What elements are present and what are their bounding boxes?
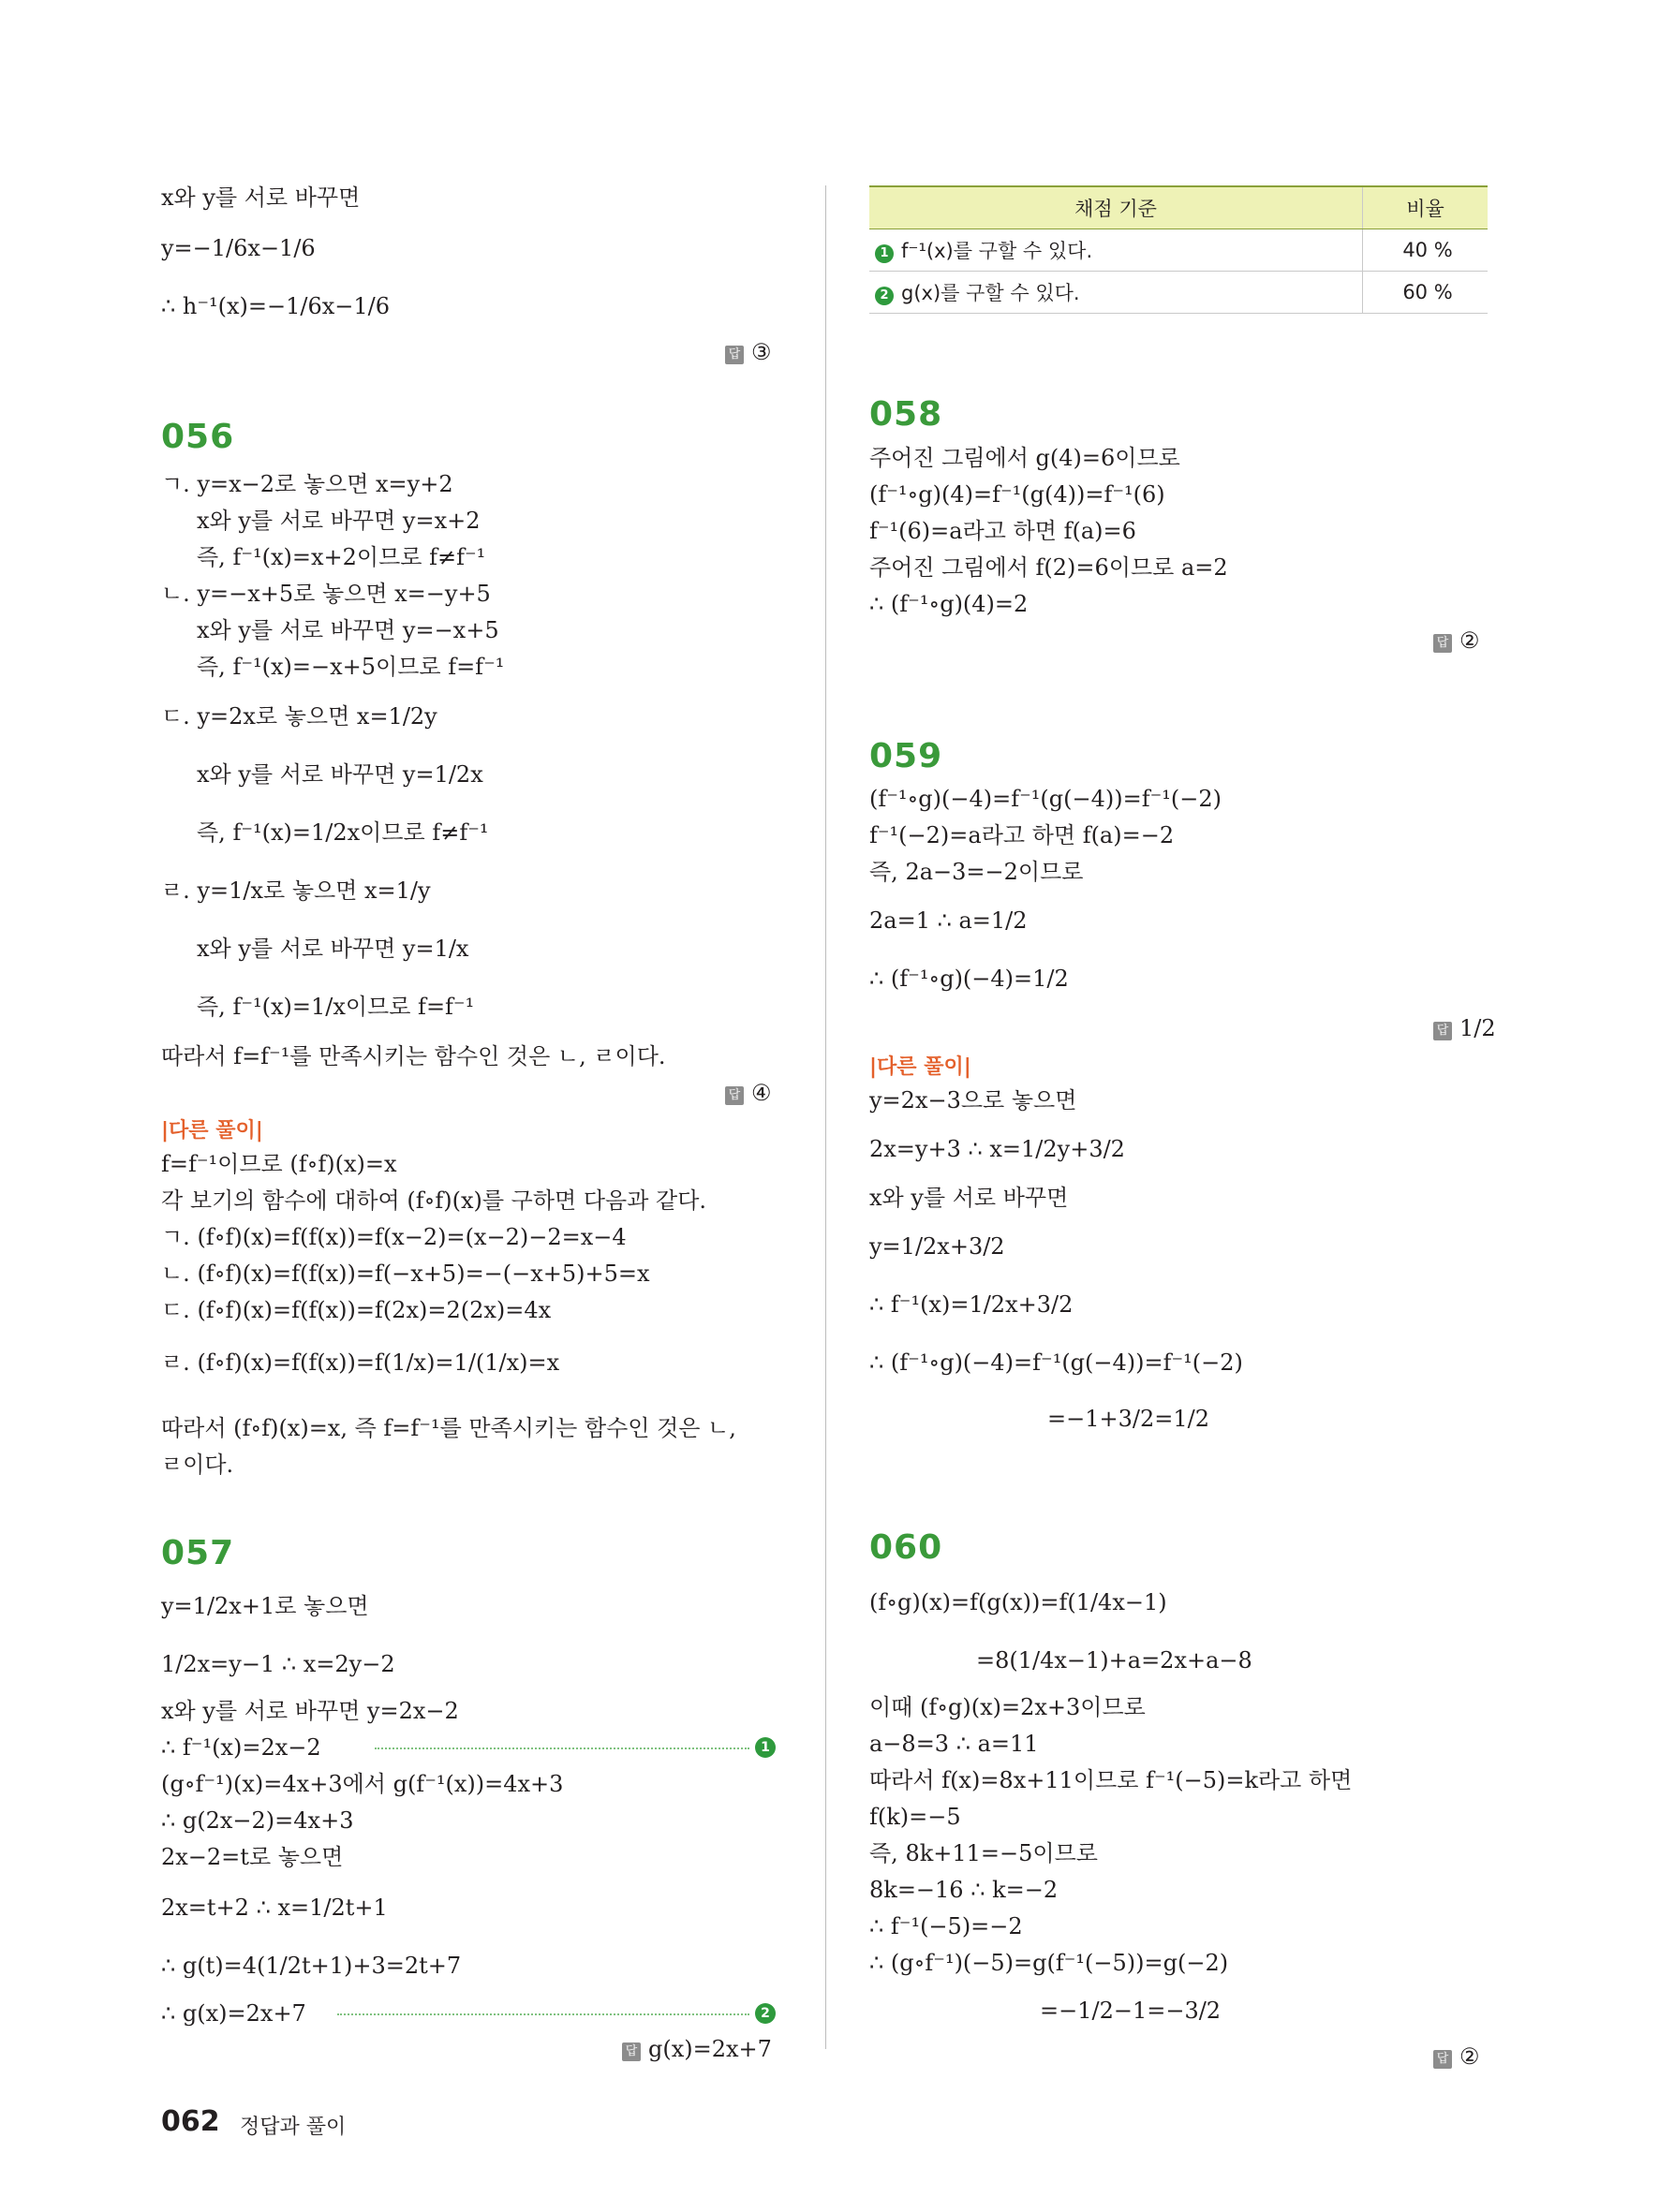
column-divider [825,185,826,2049]
text-line: ㄴ. (f∘f)(x)=f(f(x))=f(−x+5)=−(−x+5)+5=x [161,1261,650,1287]
text-line: 즉, f⁻¹(x)=1/2x이므로 f≠f⁻¹ [197,819,489,846]
text-line: 따라서 f(x)=8x+11이므로 f⁻¹(−5)=k라고 하면 [869,1767,1353,1793]
criteria-text: g(x)를 구할 수 있다. [901,282,1080,304]
text-line: x와 y를 서로 바꾸면 [161,184,361,211]
table-header: 비율 [1363,186,1489,229]
text-line: ∴ (f⁻¹∘g)(−4)=1/2 [869,966,1069,992]
answer-060 [1433,2043,1480,2070]
text-line: 2a=1 ∴ a=1/2 [869,907,1028,934]
problem-number: 056 [161,418,235,456]
step-marker-1: 1 [875,244,894,263]
criteria-percent: 40 % [1363,229,1489,272]
text-line: 2x=t+2 ∴ x=1/2t+1 [161,1895,388,1921]
text-line: x와 y를 서로 바꾸면 y=1/x [197,936,469,962]
text-line: ㄷ. y=2x로 놓으면 x=1/2y [161,703,437,730]
text-line: y=−1/6x−1/6 [161,235,316,261]
text-line: ㄴ. y=−x+5로 놓으면 x=−y+5 [161,581,491,607]
answer-057 [622,2036,772,2062]
grading-criteria-table [869,185,1488,314]
problem-number: 058 [869,395,943,434]
text-line: x와 y를 서로 바꾸면 [869,1185,1069,1211]
text-line: ∴ (f⁻¹∘g)(4)=2 [869,591,1029,617]
text-line: f⁻¹(6)=a라고 하면 f(a)=6 [869,518,1136,544]
text-line: 이때 (f∘g)(x)=2x+3이므로 [869,1694,1146,1720]
text-line: 즉, 8k+11=−5이므로 [869,1840,1098,1866]
text-line: ∴ h⁻¹(x)=−1/6x−1/6 [161,293,391,319]
answer-055 [725,339,772,365]
text-line: =−1/2−1=−3/2 [1040,1998,1222,2024]
text-line: 2x−2=t로 놓으면 [161,1844,344,1870]
problem-number: 060 [869,1528,943,1567]
text-line: (f⁻¹∘g)(4)=f⁻¹(g(4))=f⁻¹(6) [869,481,1165,508]
text-line: ∴ f⁻¹(x)=2x−2 [161,1734,321,1761]
step-marker-2: 2 [755,2003,776,2024]
text-line: 2x=y+3 ∴ x=1/2y+3/2 [869,1136,1125,1162]
answer-value: ② [1459,2043,1480,2070]
text-line: f=f⁻¹이므로 (f∘f)(x)=x [161,1151,397,1177]
text-line: ㄹ이다. [161,1452,234,1478]
answer-value: g(x)=2x+7 [648,2036,772,2062]
text-line: y=1/2x+1로 놓으면 [161,1593,369,1619]
table-header: 채점 기준 [869,186,1363,229]
text-line: (f∘g)(x)=f(g(x))=f(1/4x−1) [869,1589,1167,1615]
answer-value: ② [1459,627,1480,654]
text-line: 주어진 그림에서 g(4)=6이므로 [869,445,1180,471]
criteria-percent: 60 % [1363,272,1489,314]
text-line: f(k)=−5 [869,1804,961,1830]
text-line: ㄱ. y=x−2로 놓으면 x=y+2 [161,471,453,497]
table-row [869,229,1488,272]
text-line: ∴ (f⁻¹∘g)(−4)=f⁻¹(g(−4))=f⁻¹(−2) [869,1349,1243,1376]
footer-label: 정답과 풀이 [240,2116,347,2139]
answer-059 [1433,1015,1496,1041]
text-line: x와 y를 서로 바꾸면 y=x+2 [197,508,481,534]
text-line: y=1/2x+3/2 [869,1233,1005,1260]
text-line: ∴ g(x)=2x+7 [161,2000,306,2027]
text-line: ㄷ. (f∘f)(x)=f(f(x))=f(2x)=2(2x)=4x [161,1297,552,1323]
text-line: 8k=−16 ∴ k=−2 [869,1877,1059,1903]
text-line: ∴ g(t)=4(1/2t+1)+3=2t+7 [161,1953,462,1979]
text-line: 1/2x=y−1 ∴ x=2y−2 [161,1651,395,1677]
dotted-leader [375,1747,749,1749]
answer-icon: 답 [1433,2050,1452,2069]
text-line: x와 y를 서로 바꾸면 y=1/2x [197,761,483,788]
text-line: ∴ f⁻¹(−5)=−2 [869,1913,1023,1939]
answer-value: ④ [751,1080,772,1106]
answer-icon: 답 [725,346,744,364]
step-marker-1: 1 [755,1737,776,1758]
text-line: ㄱ. (f∘f)(x)=f(f(x))=f(x−2)=(x−2)−2=x−4 [161,1224,627,1250]
text-line: 각 보기의 함수에 대하여 (f∘f)(x)를 구하면 다음과 같다. [161,1187,707,1214]
text-line: a−8=3 ∴ a=11 [869,1731,1039,1757]
text-line: ∴ g(2x−2)=4x+3 [161,1807,354,1834]
text-line: =−1+3/2=1/2 [1047,1406,1209,1432]
text-line: 따라서 f=f⁻¹를 만족시키는 함수인 것은 ㄴ, ㄹ이다. [161,1043,666,1069]
text-line: x와 y를 서로 바꾸면 y=2x−2 [161,1698,459,1724]
text-line: (g∘f⁻¹)(x)=4x+3에서 g(f⁻¹(x))=4x+3 [161,1771,564,1797]
text-line: f⁻¹(−2)=a라고 하면 f(a)=−2 [869,822,1175,848]
text-line: 따라서 (f∘f)(x)=x, 즉 f=f⁻¹를 만족시키는 함수인 것은 ㄴ, [161,1415,736,1441]
answer-icon: 답 [622,2042,641,2061]
text-line: 즉, f⁻¹(x)=1/x이므로 f=f⁻¹ [197,994,475,1020]
page-number: 062 [161,2105,220,2138]
alt-solution-label: |다른 풀이| [161,1119,263,1143]
answer-056 [725,1080,772,1106]
step-marker-2: 2 [875,287,894,305]
answer-value: ③ [751,339,772,365]
text-line: 주어진 그림에서 f(2)=6이므로 a=2 [869,554,1228,581]
criteria-text: f⁻¹(x)를 구할 수 있다. [901,240,1093,262]
problem-number: 059 [869,737,943,775]
text-line: (f⁻¹∘g)(−4)=f⁻¹(g(−4))=f⁻¹(−2) [869,786,1222,812]
answer-icon: 답 [725,1086,744,1105]
answer-icon: 답 [1433,634,1452,653]
text-line: 즉, f⁻¹(x)=−x+5이므로 f=f⁻¹ [197,654,505,680]
text-line: ㄹ. y=1/x로 놓으면 x=1/y [161,877,431,904]
text-line: 즉, f⁻¹(x)=x+2이므로 f≠f⁻¹ [197,544,486,570]
answer-icon: 답 [1433,1022,1452,1040]
text-line: 즉, 2a−3=−2이므로 [869,859,1084,885]
text-line: ∴ f⁻¹(x)=1/2x+3/2 [869,1291,1074,1318]
text-line: y=2x−3으로 놓으면 [869,1087,1077,1113]
text-line: =8(1/4x−1)+a=2x+a−8 [976,1647,1252,1674]
problem-number: 057 [161,1534,235,1572]
answer-value: 1/2 [1459,1015,1496,1041]
text-line: x와 y를 서로 바꾸면 y=−x+5 [197,617,499,643]
alt-solution-label: |다른 풀이| [869,1055,971,1079]
table-row [869,272,1488,314]
text-line: ㄹ. (f∘f)(x)=f(f(x))=f(1/x)=1/(1/x)=x [161,1349,560,1376]
dotted-leader [337,2013,749,2015]
answer-058 [1433,627,1480,654]
text-line: ∴ (g∘f⁻¹)(−5)=g(f⁻¹(−5))=g(−2) [869,1950,1229,1976]
